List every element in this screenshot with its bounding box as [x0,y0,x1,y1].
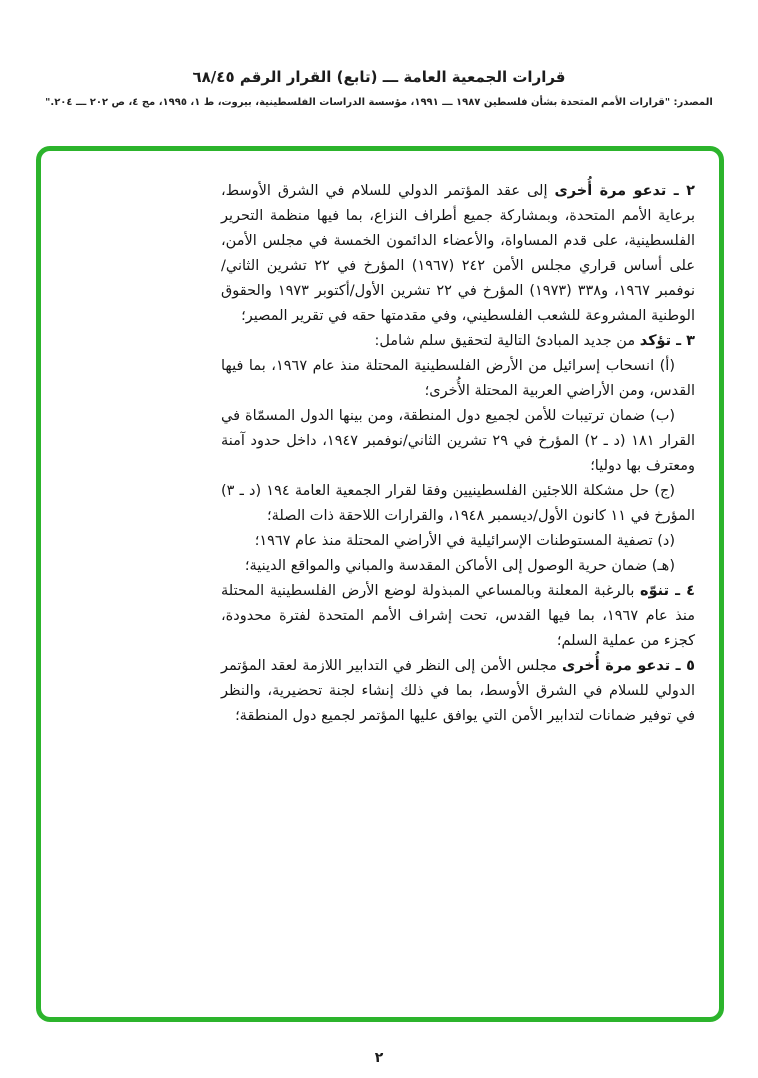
paragraph-text: تصفية المستوطنات الإسرائيلية في الأراضي المحتلة منذ عام ١٩٦٧؛ [254,533,658,549]
paragraph [221,404,695,479]
paragraph-text: من جديد المبادئ التالية لتحقيق سلم شامل: [374,333,640,349]
paragraph [221,179,695,329]
paragraph-text: ضمان ترتيبات للأمن لجميع دول المنطقة، ومن بينها الدول المسمّاة في القرار ١٨١ (د ـ ٢) المؤرخ في ٢٩ تشرين الثاني/نوفمبر ١٩٤٧، داخل حدود آمنة ومعترف بها دوليا؛ [221,408,695,474]
paragraph-lead: ٤ ـ تنوّه [640,583,695,599]
paragraph [221,354,695,404]
paragraph-lead: ٢ ـ تدعو مرة أُخرى [554,183,695,199]
paragraph-lead: (ب) [650,408,675,424]
paragraph-text: حل مشكلة اللاجئين الفلسطينيين وفقا لقرار الجمعية العامة ١٩٤ (د ـ ٣) المؤرخ في ١١ كانون الأول/ديسمبر ١٩٤٨، والقرارات اللاحقة ذات الصلة؛ [221,483,695,524]
resolution-text-column [221,179,695,729]
paragraph-text: بالرغبة المعلنة وبالمساعي المبذولة لوضع الأرض الفلسطينية المحتلة منذ عام ١٩٦٧، بما فيها القدس، تحت إشراف الأمم المتحدة لفترة محدودة، كجزء من عملية السلم؛ [221,583,695,649]
paragraph-lead: ٥ ـ تدعو مرة أُخرى [562,658,695,674]
paragraph [221,554,695,579]
paragraph-lead: (د) [657,533,675,549]
paragraph-lead: (ج) [654,483,675,499]
page-number: ٢ [374,1050,384,1066]
content-frame [36,146,724,1022]
source-citation: المصدر: "قرارات الأمم المتحدة بشأن فلسطين ١٩٨٧ ـــ ١٩٩١، مؤسسة الدراسات الفلسطينية، بيروت، ط ١، ١٩٩٥، مج ٤، ص ٢٠٢ ـــ ٢٠٤." [45,97,713,108]
paragraph-text: إلى عقد المؤتمر الدولي للسلام في الشرق الأوسط، برعاية الأمم المتحدة، وبمشاركة جميع أطراف النزاع، بما فيها منظمة التحرير الفلسطينية، على قدم المساواة، والأعضاء الدائمون الخمسة في مجلس الأمن، على أساس قراري مجلس الأمن ٢٤٢ (١٩٦٧) المؤرخ في ٢٢ تشرين الثاني/نوفمبر ١٩٦٧، و٣٣٨ (١٩٧٣) المؤرخ في ٢٢ تشرين الأول/أكتوبر ١٩٧٣ والحقوق الوطنية المشروعة للشعب الفلسطيني، وفي مقدمتها حقه في تقرير المصير؛ [221,183,696,324]
paragraph [221,329,695,354]
paragraph [221,479,695,529]
paragraph-lead: (هـ) [651,558,675,574]
page-title: قرارات الجمعية العامة ـــ (تابع) القرار الرقم ٦٨/٤٥ [192,68,566,86]
paragraph-lead: (أ) [659,358,675,374]
paragraph [221,579,695,654]
paragraph-lead: ٣ ـ تؤكد [639,333,695,349]
paragraph-text: مجلس الأمن إلى النظر في التدابير اللازمة لعقد المؤتمر الدولي للسلام في الشرق الأوسط، بما في ذلك إنشاء لجنة تحضيرية، والنظر في توفير ضمانات لتدابير الأمن التي يوافق عليها المؤتمر لجميع دول المنطقة؛ [221,658,695,724]
paragraph-text: انسحاب إسرائيل من الأرض الفلسطينية المحتلة منذ عام ١٩٦٧، بما فيها القدس، ومن الأراضي العربية المحتلة الأُخرى؛ [221,358,695,399]
paragraph [221,654,695,729]
paragraph-text: ضمان حرية الوصول إلى الأماكن المقدسة والمباني والمواقع الدينية؛ [244,558,652,574]
paragraph [221,529,695,554]
